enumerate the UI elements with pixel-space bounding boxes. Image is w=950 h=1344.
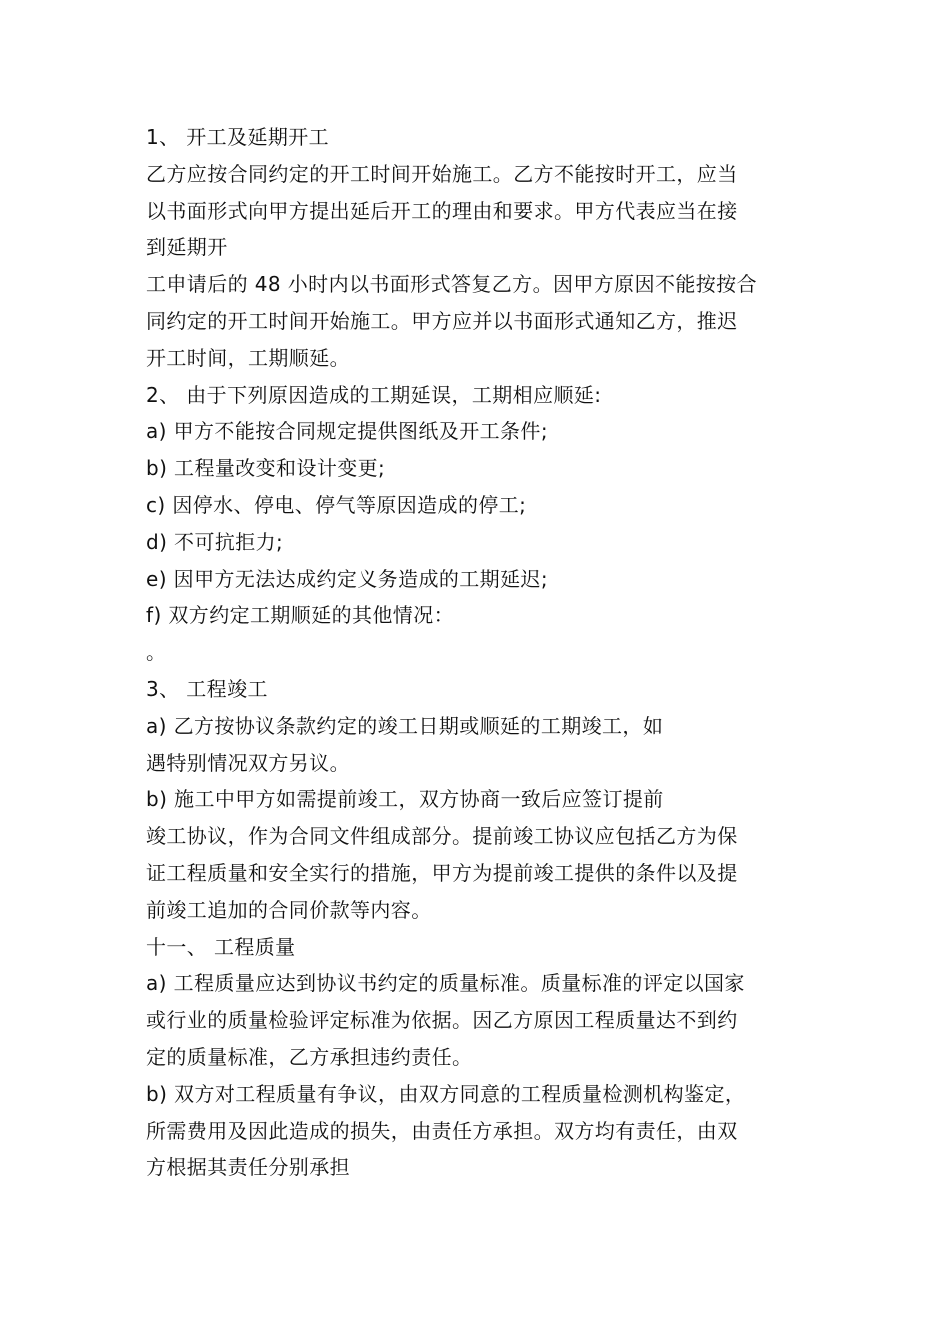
paragraph-line: 所需费用及因此造成的损失，由责任方承担。双方均有责任，由双 xyxy=(146,1118,738,1143)
section-heading-start-of-work: 1、 开工及延期开工 xyxy=(146,125,330,149)
list-item: e) 因甲方无法达成约定义务造成的工期延迟; xyxy=(146,566,549,591)
paragraph-line: 。 xyxy=(146,640,167,665)
list-item: a) 甲方不能按合同规定提供图纸及开工条件; xyxy=(146,419,548,444)
paragraph-line: 定的质量标准，乙方承担违约责任。 xyxy=(146,1044,473,1069)
section-heading-quality: 十一、 工程质量 xyxy=(146,934,296,959)
list-item: f) 双方约定工期顺延的其他情况： xyxy=(146,603,455,628)
paragraph-line: 前竣工追加的合同价款等内容。 xyxy=(146,897,432,922)
list-item: b) 双方对工程质量有争议，由双方同意的工程质量检测机构鉴定， xyxy=(146,1081,746,1106)
paragraph-line: 竣工协议，作为合同文件组成部分。提前竣工协议应包括乙方为保 xyxy=(146,824,738,849)
list-item: a) 工程质量应达到协议书约定的质量标准。质量标准的评定以国家 xyxy=(146,971,745,996)
document-body xyxy=(146,119,816,1186)
paragraph-line: 或行业的质量检验评定标准为依据。因乙方原因工程质量达不到约 xyxy=(146,1008,738,1033)
list-item: c) 因停水、停电、停气等原因造成的停工; xyxy=(146,492,527,517)
list-item: a) 乙方按协议条款约定的竣工日期或顺延的工期竣工，如 xyxy=(146,713,664,738)
list-item: b) 工程量改变和设计变更; xyxy=(146,456,386,481)
paragraph-line: 证工程质量和安全实行的措施，甲方为提前竣工提供的条件以及提 xyxy=(146,860,738,885)
paragraph-line: 开工时间，工期顺延。 xyxy=(146,345,350,370)
paragraph-line: 遇特别情况双方另议。 xyxy=(146,750,350,775)
paragraph-line: 乙方应按合同约定的开工时间开始施工。乙方不能按时开工，应当 xyxy=(146,161,738,186)
paragraph-line: 同约定的开工时间开始施工。甲方应并以书面形式通知乙方，推迟 xyxy=(146,308,738,333)
paragraph-line: 到延期开 xyxy=(146,235,228,260)
paragraph-line: 方根据其责任分别承担 xyxy=(146,1155,350,1180)
paragraph-line: 工申请后的 48 小时内以书面形式答复乙方。因甲方原因不能按按合 xyxy=(146,272,757,297)
section-heading-delay: 2、 由于下列原因造成的工期延误，工期相应顺延: xyxy=(146,382,602,407)
section-heading-completion: 3、 工程竣工 xyxy=(146,676,268,701)
list-item: b) 施工中甲方如需提前竣工，双方协商一致后应签订提前 xyxy=(146,787,664,812)
list-item: d) 不可抗拒力; xyxy=(146,529,284,554)
paragraph-line: 以书面形式向甲方提出延后开工的理由和要求。甲方代表应当在接 xyxy=(146,198,738,223)
